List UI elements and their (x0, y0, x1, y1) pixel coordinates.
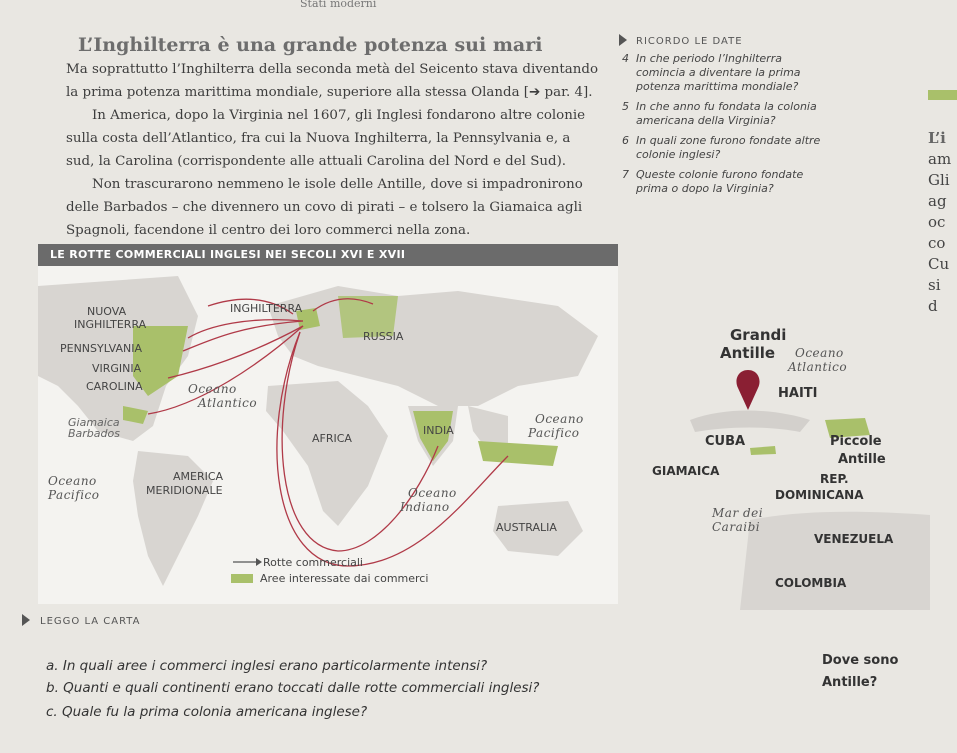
exercise-item: c. Quale fu la prima colonia americana inglese? (46, 704, 368, 720)
map-label-giamaica: Giamaica (68, 416, 120, 429)
sidebar-question: 5 In che anno fu fondata la colonia americana della Virginia? (622, 100, 817, 127)
article-line: sulla costa dell’Atlantico, fra cui la Nuova Inghilterra, la Pennsylvania e, a (66, 131, 571, 146)
map-label-russia: RUSSIA (363, 330, 404, 343)
inset-label-grandi: Grandi (730, 326, 787, 344)
map-label-oceano-pacifico-l2: Pacifico (48, 488, 100, 502)
exercise-item: a. In quali aree i commerci inglesi erano particolarmente intensi? (46, 658, 488, 674)
map-label-oceano-pacifico-l1: Oceano (48, 474, 97, 488)
legend-route-arrow (256, 558, 262, 566)
inset-label-piccole: Piccole (830, 434, 882, 449)
sidebar-question: 4 In che periodo l’Inghilterra comincia a diventare la prima potenza marittima mondiale? (622, 52, 801, 93)
map-label-inghilterra: INGHILTERRA (230, 302, 303, 315)
inset-label-atlantico: Atlantico (788, 360, 848, 374)
inset-label-oceano: Oceano (795, 346, 844, 360)
south-america-coast (740, 512, 930, 610)
map-label-carolina: CAROLINA (86, 380, 143, 393)
inset-label-giamaica: GIAMAICA (652, 464, 720, 478)
cuba-island (690, 411, 810, 432)
article-line: delle Barbados – che divennero un covo di pirati – e tolsero la Giamaica agli (66, 200, 583, 215)
legend-area-swatch (231, 574, 253, 583)
sidebar-heading: RICORDO LE DATE (636, 36, 743, 47)
article-line: In America, dopo la Virginia nel 1607, gli Inglesi fondarono altre colonie (92, 108, 586, 123)
next-page-fragments: L’i am Gli ag oc co Cu si d (928, 129, 952, 315)
legend-areas-label: Aree interessate dai commerci (260, 572, 429, 585)
inset-graphics (630, 270, 930, 610)
article-line: sud, la Carolina (corrispondente alle attuali Carolina del Nord e del Sud). (66, 154, 567, 169)
map-label-pennsylvania: PENNSYLVANIA (60, 342, 143, 355)
map-label-oceano-pacifico-r1: Oceano (535, 412, 584, 426)
running-header: Stati moderni (300, 0, 377, 10)
sidebar-question: 7 Queste colonie furono fondate prima o dopo la Virginia? (622, 168, 804, 195)
green-marker (928, 90, 957, 100)
article-line: Spagnoli, facendone il centro dei loro commerci nella zona. (66, 223, 471, 238)
inset-label-rep: REP. (820, 472, 849, 486)
article-body (66, 58, 626, 242)
map-label-barbados: Barbados (68, 427, 120, 440)
map-label-africa: AFRICA (312, 432, 352, 445)
exercise-heading: LEGGO LA CARTA (40, 616, 141, 627)
map-label-meridionale: MERIDIONALE (146, 484, 223, 497)
article-line: Non trascurarono nemmeno le isole delle Antille, dove si impadronirono (92, 177, 583, 192)
legend-routes-label: Rotte commerciali (263, 556, 363, 569)
map-label-virginia: VIRGINIA (92, 362, 142, 375)
inset-label-haiti: HAITI (778, 386, 818, 401)
map-label-india: INDIA (423, 424, 454, 437)
sidebar-questions (622, 52, 876, 196)
inset-label-antille: Antille (720, 344, 776, 362)
pin-marker (736, 370, 759, 410)
inset-label-venezuela: VENEZUELA (814, 532, 894, 546)
map-label-nuova-inghilterra: INGHILTERRA (74, 318, 147, 331)
jamaica-island (750, 446, 776, 455)
map-label-australia: AUSTRALIA (496, 521, 557, 534)
map-label-oceano-indiano-2: Indiano (400, 500, 450, 514)
inset-label-colombia: COLOMBIA (775, 576, 847, 590)
inset-question: Dove sono Antille? (822, 653, 899, 690)
triangle-bullet-icon (22, 614, 30, 626)
map-label-oceano-indiano-1: Oceano (408, 486, 457, 500)
inset-label-cuba: CUBA (705, 434, 746, 449)
interest-area-indonesia (478, 441, 558, 466)
inset-label-mar-dei: Mar dei (712, 506, 764, 520)
article-title: L’Inghilterra è una grande potenza sui mari (78, 34, 543, 56)
caribbean-inset (630, 270, 930, 610)
map-label-america: AMERICA (173, 470, 224, 483)
inset-label-caraibi: Caraibi (712, 520, 761, 534)
map-label-oceano-atlantico-2: Atlantico (198, 396, 258, 410)
map-label-oceano-atlantico-1: Oceano (188, 382, 237, 396)
inset-label-antille-2: Antille (838, 452, 886, 467)
inset-label-dominicana: DOMINICANA (775, 488, 864, 502)
triangle-bullet-icon (619, 34, 627, 46)
article-line: la prima potenza marittima mondiale, superiore alla stessa Olanda [➔ par. 4]. (66, 85, 593, 100)
map-label-oceano-pacifico-r2: Pacifico (528, 426, 580, 440)
sidebar-question: 6 In quali zone furono fondate altre colonie inglesi? (622, 134, 821, 161)
map-title: LE ROTTE COMMERCIALI INGLESI NEI SECOLI XVI E XVII (38, 244, 618, 266)
trade-routes-map (38, 244, 618, 604)
map-label-nuova: NUOVA (87, 305, 127, 318)
exercise-item: b. Quanti e quali continenti erano toccati dalle rotte commerciali inglesi? (46, 680, 540, 696)
article-line: Ma soprattutto l’Inghilterra della seconda metà del Seicento stava diventando (66, 62, 599, 77)
